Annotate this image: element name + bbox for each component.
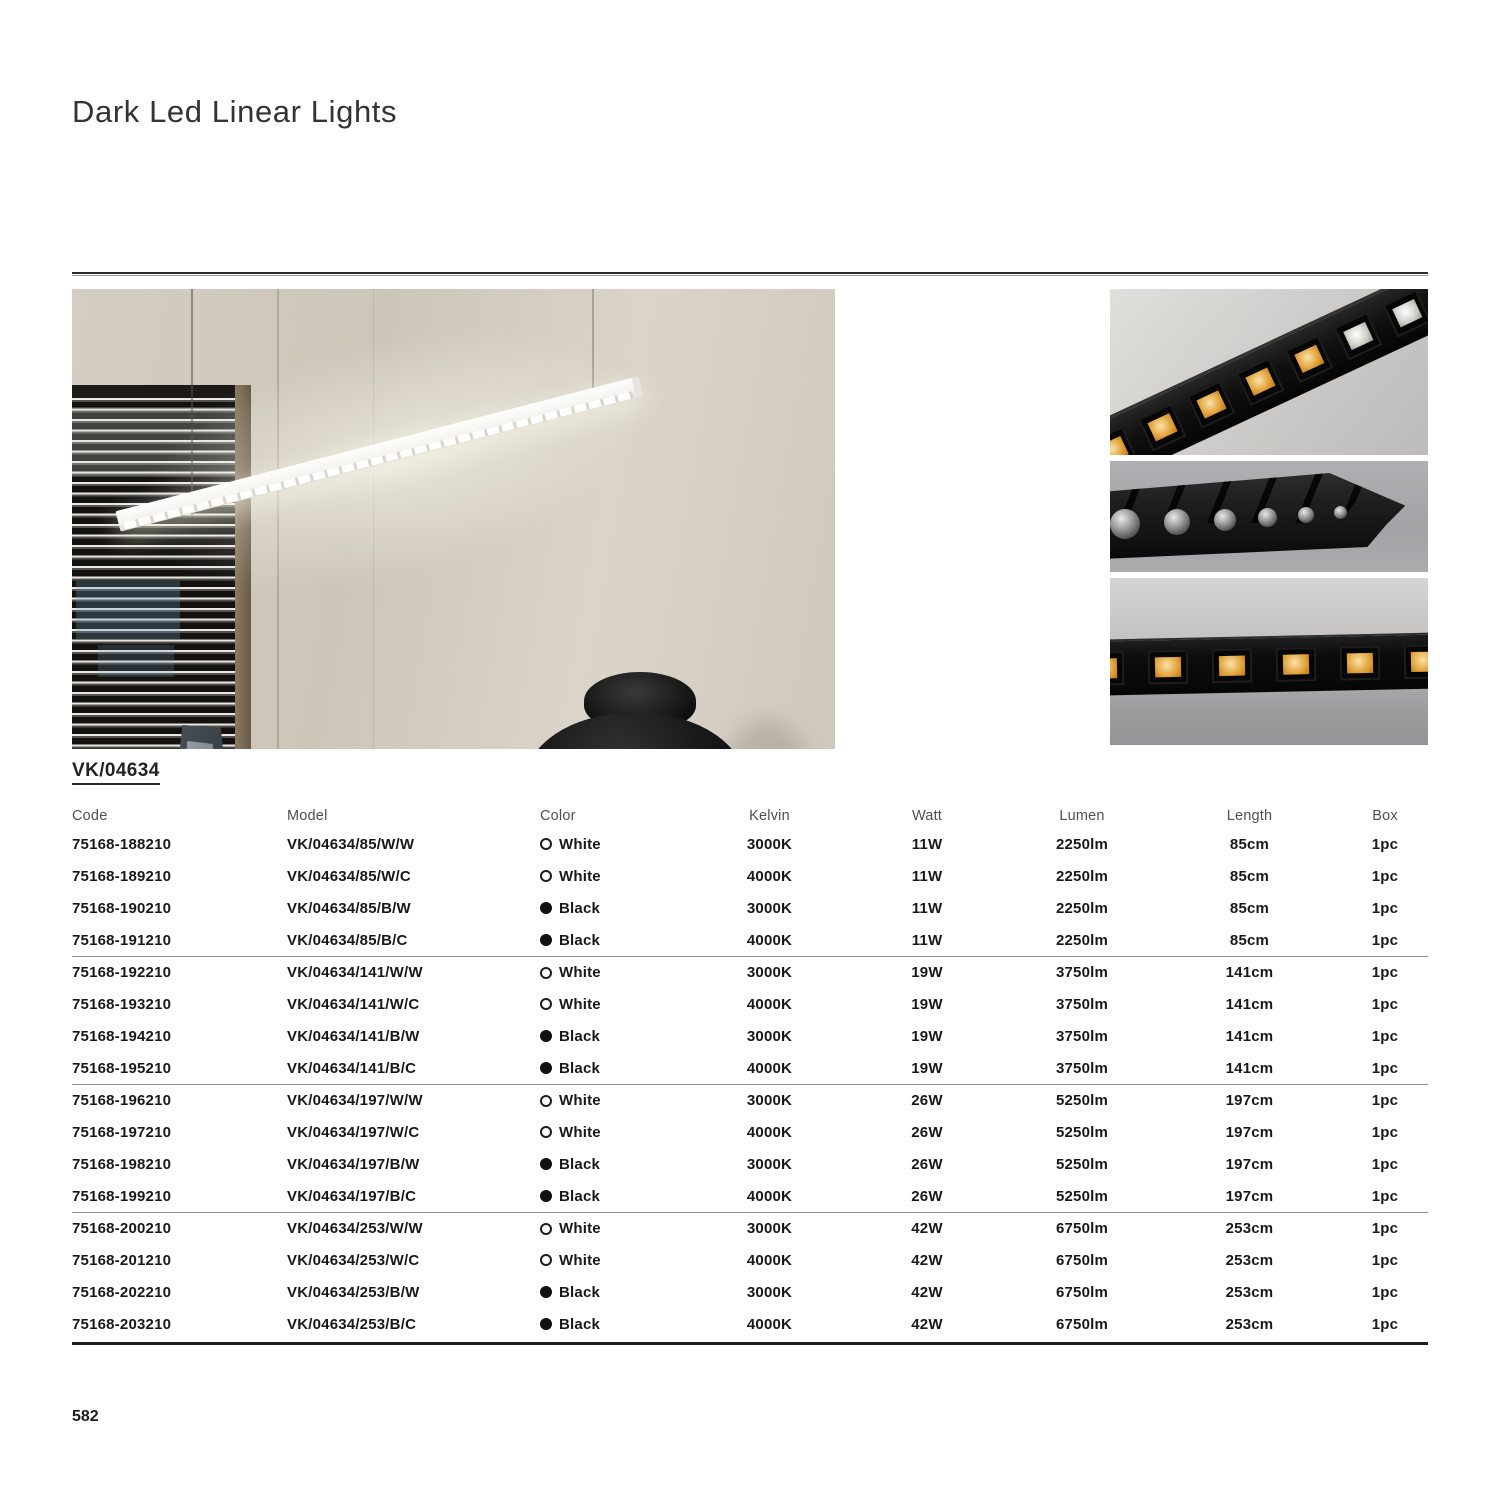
cell-color: [536, 1284, 692, 1301]
led-module-icon: [1138, 403, 1187, 451]
color-label: Black: [559, 931, 601, 949]
cell-code: 75168-190210: [72, 899, 172, 917]
cell-kelvin: 4000K: [746, 1187, 793, 1205]
cell-kelvin: 3000K: [746, 1027, 793, 1045]
cell-model: VK/04634/197/B/W: [287, 1155, 420, 1173]
cell-kelvin: 3000K: [746, 1283, 793, 1301]
cell-model: VK/04634/85/W/W: [287, 835, 415, 853]
color-dot-icon: [540, 1223, 552, 1235]
cell-color: [536, 836, 692, 853]
cell-kelvin: 3000K: [746, 1092, 793, 1109]
color-label: Black: [559, 1155, 601, 1173]
window-glass-reflection: [98, 645, 174, 677]
color-dot-icon: [540, 1030, 552, 1042]
color-label: White: [559, 1220, 601, 1237]
cell-model: VK/04634/141/B/W: [287, 1027, 420, 1045]
cell-box: 1pc: [1371, 1251, 1399, 1269]
top-divider-rule: [72, 272, 1428, 276]
color-label: White: [559, 835, 601, 853]
led-module-icon: [1110, 651, 1124, 686]
color-dot-icon: [540, 902, 552, 914]
color-dot-icon: [540, 1254, 552, 1266]
cell-lumen: 6750lm: [1055, 1283, 1109, 1301]
cell-color: [536, 1220, 692, 1237]
reflector-lens-icon: [1258, 508, 1277, 527]
cell-color: [536, 868, 692, 885]
led-chip-icon: [1219, 656, 1245, 677]
led-module-icon: [1148, 650, 1189, 685]
table-row: [72, 1052, 1428, 1084]
cell-model: VK/04634/85/W/C: [287, 867, 411, 885]
cell-lumen: 6750lm: [1055, 1251, 1109, 1269]
cell-kelvin: 4000K: [746, 1251, 793, 1269]
cell-length: 85cm: [1229, 931, 1270, 949]
cell-box: 1pc: [1371, 1220, 1399, 1237]
cell-code: 75168-202210: [72, 1283, 172, 1301]
cell-lumen: 2250lm: [1055, 867, 1109, 885]
cell-lumen: 3750lm: [1055, 1027, 1109, 1045]
cell-code: 75168-200210: [72, 1220, 172, 1237]
table-row: [72, 1084, 1428, 1116]
detail-photo-led-strip-front: [1110, 578, 1428, 745]
cell-box: 1pc: [1371, 1027, 1399, 1045]
col-header-length: Length: [1226, 808, 1273, 824]
color-dot-icon: [540, 1190, 552, 1202]
led-chip-icon: [1347, 653, 1373, 674]
table-row: [72, 924, 1428, 956]
cell-box: 1pc: [1371, 1059, 1399, 1077]
cell-lumen: 5250lm: [1055, 1092, 1109, 1109]
cell-watt: 11W: [911, 931, 943, 949]
cell-code: 75168-201210: [72, 1251, 172, 1269]
cell-box: 1pc: [1371, 1123, 1399, 1141]
cell-model: VK/04634/141/B/C: [287, 1059, 417, 1077]
cell-length: 197cm: [1225, 1123, 1274, 1141]
table-row: [72, 1180, 1428, 1212]
cell-watt: 26W: [911, 1092, 943, 1109]
cell-model: VK/04634/253/W/W: [287, 1220, 423, 1237]
led-strip: [1110, 289, 1428, 455]
cell-kelvin: 3000K: [746, 835, 793, 853]
led-profile-housing: [1110, 473, 1418, 559]
col-header-code: Code: [72, 808, 108, 824]
led-module-icon: [1276, 647, 1317, 682]
spec-table: [72, 804, 1428, 1340]
cell-kelvin: 4000K: [746, 1059, 793, 1077]
reflector-lens-icon: [1110, 509, 1140, 539]
cell-color: [536, 1188, 692, 1205]
cell-lumen: 3750lm: [1055, 964, 1109, 981]
led-module-icon: [1404, 644, 1428, 679]
cell-lumen: 6750lm: [1055, 1315, 1109, 1333]
cell-kelvin: 4000K: [746, 931, 793, 949]
table-row: [72, 1212, 1428, 1244]
color-label: Black: [559, 1315, 601, 1333]
cell-lumen: 3750lm: [1055, 995, 1109, 1013]
led-module-icon: [1382, 289, 1428, 337]
table-row: [72, 828, 1428, 860]
cell-kelvin: 4000K: [746, 1123, 793, 1141]
cell-watt: 19W: [911, 995, 943, 1013]
cell-watt: 26W: [911, 1155, 943, 1173]
cell-length: 141cm: [1225, 964, 1274, 981]
cell-model: VK/04634/141/W/C: [287, 995, 420, 1013]
color-dot-icon: [540, 998, 552, 1010]
color-dot-icon: [540, 1318, 552, 1330]
led-chip-icon: [1155, 657, 1181, 678]
led-module-icon: [1284, 334, 1333, 382]
detail-photo-profile-end-view: [1110, 461, 1428, 572]
cell-box: 1pc: [1371, 1187, 1399, 1205]
led-chip-icon: [1245, 367, 1275, 395]
cell-model: VK/04634/197/W/C: [287, 1123, 420, 1141]
cell-length: 197cm: [1225, 1187, 1274, 1205]
table-row: [72, 860, 1428, 892]
col-header-model: Model: [287, 808, 328, 824]
cell-box: 1pc: [1371, 1315, 1399, 1333]
cell-code: 75168-195210: [72, 1059, 172, 1077]
cell-kelvin: 3000K: [746, 964, 793, 981]
led-chip-icon: [1343, 322, 1373, 350]
table-row: [72, 1244, 1428, 1276]
cell-box: 1pc: [1371, 1092, 1399, 1109]
cell-watt: 11W: [911, 867, 943, 885]
cell-watt: 42W: [911, 1251, 943, 1269]
table-row: [72, 1308, 1428, 1340]
color-label: Black: [559, 1283, 601, 1301]
reflector-lens-icon: [1298, 507, 1314, 523]
led-chip-icon: [1147, 413, 1177, 441]
color-label: Black: [559, 1027, 601, 1045]
table-row: [72, 988, 1428, 1020]
color-dot-icon: [540, 1286, 552, 1298]
cell-box: 1pc: [1371, 964, 1399, 981]
table-row: [72, 1020, 1428, 1052]
color-label: White: [559, 964, 601, 981]
cell-watt: 42W: [911, 1283, 943, 1301]
color-label: White: [559, 1251, 601, 1269]
color-dot-icon: [540, 934, 552, 946]
cell-length: 253cm: [1225, 1251, 1274, 1269]
cell-length: 253cm: [1225, 1283, 1274, 1301]
cell-color: [536, 1028, 692, 1045]
cell-model: VK/04634/85/B/W: [287, 899, 411, 917]
cell-watt: 26W: [911, 1123, 943, 1141]
cell-length: 141cm: [1225, 1059, 1274, 1077]
cell-model: VK/04634/141/W/W: [287, 964, 423, 981]
color-dot-icon: [540, 967, 552, 979]
detail-photo-led-strip-angled: [1110, 289, 1428, 455]
cell-color: [536, 932, 692, 949]
color-dot-icon: [540, 870, 552, 882]
table-row: [72, 1148, 1428, 1180]
cell-box: 1pc: [1371, 1155, 1399, 1173]
cell-model: VK/04634/253/W/C: [287, 1251, 420, 1269]
cell-color: [536, 1252, 692, 1269]
cell-code: 75168-203210: [72, 1315, 172, 1333]
cell-lumen: 5250lm: [1055, 1123, 1109, 1141]
color-label: White: [559, 867, 601, 885]
led-chip-icon: [1283, 654, 1309, 675]
cell-code: 75168-192210: [72, 964, 172, 981]
cell-kelvin: 3000K: [746, 1155, 793, 1173]
cell-watt: 19W: [911, 1059, 943, 1077]
cell-kelvin: 4000K: [746, 995, 793, 1013]
reflector-lens-icon: [1164, 509, 1190, 535]
cell-model: VK/04634/253/B/C: [287, 1315, 417, 1333]
cell-kelvin: 3000K: [746, 899, 793, 917]
cell-model: VK/04634/253/B/W: [287, 1283, 420, 1301]
led-chip-icon: [1110, 658, 1117, 679]
reflector-lens-icon: [1214, 509, 1236, 531]
led-chip-icon: [1411, 652, 1428, 673]
color-dot-icon: [540, 1095, 552, 1107]
cell-lumen: 3750lm: [1055, 1059, 1109, 1077]
cell-length: 253cm: [1225, 1220, 1274, 1237]
cell-model: VK/04634/85/B/C: [287, 931, 408, 949]
reflector-lens-icon: [1334, 506, 1347, 519]
cell-length: 197cm: [1225, 1155, 1274, 1173]
led-module-icon: [1333, 312, 1382, 360]
cell-color: [536, 900, 692, 917]
cell-length: 253cm: [1225, 1315, 1274, 1333]
cell-code: 75168-191210: [72, 931, 172, 949]
color-label: Black: [559, 1059, 601, 1077]
color-dot-icon: [540, 1158, 552, 1170]
cell-length: 197cm: [1225, 1092, 1274, 1109]
page-number: 582: [72, 1408, 99, 1425]
led-chip-icon: [1392, 299, 1422, 327]
color-dot-icon: [540, 838, 552, 850]
cell-kelvin: 4000K: [746, 867, 793, 885]
product-code-heading: VK/04634: [72, 760, 160, 785]
cell-length: 141cm: [1225, 995, 1274, 1013]
cell-lumen: 2250lm: [1055, 899, 1109, 917]
cell-code: 75168-194210: [72, 1027, 172, 1045]
cell-code: 75168-189210: [72, 867, 172, 885]
table-row: [72, 956, 1428, 988]
col-header-kelvin: Kelvin: [749, 808, 790, 824]
cell-code: 75168-197210: [72, 1123, 172, 1141]
color-dot-icon: [540, 1062, 552, 1074]
cell-code: 75168-198210: [72, 1155, 172, 1173]
led-module-icon: [1110, 426, 1137, 455]
led-module-icon: [1235, 357, 1284, 405]
cell-lumen: 6750lm: [1055, 1220, 1109, 1237]
cell-watt: 19W: [911, 1027, 943, 1045]
cell-box: 1pc: [1371, 931, 1399, 949]
led-module-icon: [1186, 380, 1235, 428]
cell-watt: 42W: [911, 1315, 943, 1333]
cell-box: 1pc: [1371, 995, 1399, 1013]
led-chip-icon: [1110, 436, 1128, 455]
cell-watt: 11W: [911, 899, 943, 917]
cell-length: 85cm: [1229, 835, 1270, 853]
cell-length: 141cm: [1225, 1027, 1274, 1045]
chair-shadow: [712, 719, 822, 749]
cell-code: 75168-188210: [72, 835, 172, 853]
led-chip-icon: [1294, 344, 1324, 372]
col-header-lumen: Lumen: [1059, 808, 1105, 824]
led-strip: [1110, 632, 1428, 695]
cell-color: [536, 996, 692, 1013]
cell-model: VK/04634/197/W/W: [287, 1092, 423, 1109]
cell-lumen: 5250lm: [1055, 1155, 1109, 1173]
cell-box: 1pc: [1371, 899, 1399, 917]
cell-color: [536, 1060, 692, 1077]
color-dot-icon: [540, 1126, 552, 1138]
page-title: Dark Led Linear Lights: [72, 94, 398, 129]
color-label: Black: [559, 1187, 601, 1205]
cell-watt: 19W: [911, 964, 943, 981]
color-label: White: [559, 1092, 601, 1109]
cell-code: 75168-199210: [72, 1187, 172, 1205]
cell-box: 1pc: [1371, 867, 1399, 885]
cell-watt: 42W: [911, 1220, 943, 1237]
color-label: White: [559, 1123, 601, 1141]
spec-table-body: [72, 828, 1428, 1340]
cell-box: 1pc: [1371, 1283, 1399, 1301]
led-module-icon: [1212, 648, 1253, 683]
pendant-light-glow: [111, 289, 674, 638]
table-row: [72, 1116, 1428, 1148]
cell-watt: 11W: [911, 835, 943, 853]
cell-code: 75168-196210: [72, 1092, 172, 1109]
bottom-divider-rule: [72, 1342, 1428, 1345]
cell-code: 75168-193210: [72, 995, 172, 1013]
col-header-box: Box: [1372, 808, 1398, 824]
cell-lumen: 2250lm: [1055, 835, 1109, 853]
led-module-icon: [1340, 646, 1381, 681]
cell-model: VK/04634/197/B/C: [287, 1187, 417, 1205]
cell-color: [536, 1092, 692, 1109]
cell-color: [536, 964, 692, 981]
cell-lumen: 2250lm: [1055, 931, 1109, 949]
col-header-color: Color: [540, 808, 576, 824]
cell-kelvin: 4000K: [746, 1315, 793, 1333]
led-chip-icon: [1196, 390, 1226, 418]
spec-table-header: [72, 804, 1428, 828]
cell-box: 1pc: [1371, 835, 1399, 853]
table-row: [72, 1276, 1428, 1308]
color-label: White: [559, 995, 601, 1013]
table-row: [72, 892, 1428, 924]
cell-kelvin: 3000K: [746, 1220, 793, 1237]
reflector-baffles: [1110, 473, 1392, 523]
cell-watt: 26W: [911, 1187, 943, 1205]
cell-lumen: 5250lm: [1055, 1187, 1109, 1205]
cell-color: [536, 1124, 692, 1141]
cell-length: 85cm: [1229, 867, 1270, 885]
office-chair-back: [524, 713, 746, 749]
color-label: Black: [559, 899, 601, 917]
cell-color: [536, 1156, 692, 1173]
product-photo-office-scene: [72, 289, 835, 749]
cell-length: 85cm: [1229, 899, 1270, 917]
cell-color: [536, 1316, 692, 1333]
col-header-watt: Watt: [911, 808, 943, 824]
